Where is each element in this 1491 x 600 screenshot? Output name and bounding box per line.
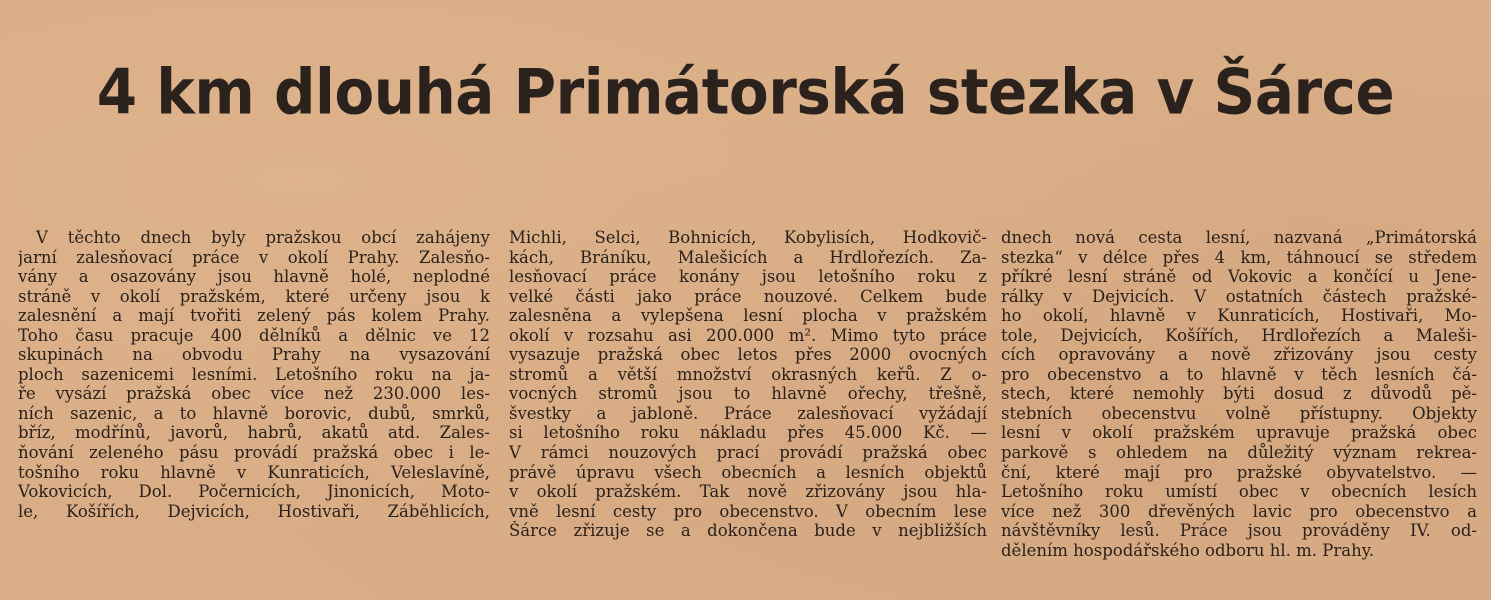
article-column-2 (509, 228, 987, 541)
subheadline-line (0, 150, 1491, 181)
article-text-line: skupinách na obvodu Prahy na vysazování (18, 345, 490, 365)
article-text-line: stebních obecenstvu volně přístupny. Objekty (1001, 403, 1477, 423)
article-text-line: stráně v okolí pražském, které určeny jsou k (18, 286, 490, 306)
article-text-line: si letošního roku nákladu přes 45.000 Kč. — (509, 423, 987, 443)
article-text-line: příkré lesní stráně od Vokovic a končící u Jene- (1001, 267, 1477, 287)
article-text-line: ních sazenic, a to hlavně borovic, dubů, smrků, (18, 403, 490, 423)
article-subheadline (0, 150, 1491, 212)
article-text-line: zalesnění a mají tvořiti zelený pás kolem Prahy. (18, 306, 490, 326)
article-text-line: ční, které mají pro pražské obyvatelstvo. — (1001, 462, 1477, 482)
article-text-line: Toho času pracuje 400 dělníků a dělnic ve 12 (18, 325, 490, 345)
article-text-line: vysazuje pražská obec letos přes 2000 ovocných (509, 345, 987, 365)
article-column-3 (1001, 228, 1477, 560)
article-text-line: Letošního roku umístí obec v obecních lesích (1001, 482, 1477, 502)
article-text-line: okolí v rozsahu asi 200.000 m². Mimo tyto práce (509, 325, 987, 345)
article-text-line: lesní v okolí pražském upravuje pražská obec (1001, 423, 1477, 443)
article-headline: 4 km dlouhá Primátorská stezka v Šárce (96, 55, 1395, 129)
article-text-line: stromů a větší množství okrasných keřů. Z o- (509, 364, 987, 384)
subheadline-line (0, 181, 1491, 212)
article-text-line: jarní zalesňovací práce v okolí Prahy. Zalesňo- (18, 247, 490, 267)
article-text-line: více než 300 dřevěných lavic pro obecenstvo a (1001, 501, 1477, 521)
article-text-line: vně lesní cesty pro obecenstvo. V obecním lese (509, 501, 987, 521)
article-text-line: stezka“ v délce přes 4 km, táhnoucí se středem (1001, 247, 1477, 267)
article-text-line: ho okolí, hlavně v Kunraticích, Hostivaři, Mo- (1001, 306, 1477, 326)
article-text-line: dělením hospodářského odboru hl. m. Prahy. (1001, 540, 1375, 560)
article-text-line: lesňovací práce konány jsou letošního roku z (509, 267, 987, 287)
article-text-line: návštěvníky lesů. Práce jsou prováděny IV. od- (1001, 521, 1477, 541)
article-text-line: Vokovicích, Dol. Počernicích, Jinonicích, Moto- (18, 482, 490, 502)
article-text-line: rálky v Dejvicích. V ostatních částech pražské- (1001, 286, 1477, 306)
article-text-line: Šárce zřizuje se a dokončena bude v nejbližších (509, 521, 987, 541)
article-text-line: kách, Bráníku, Malešicích a Hrdlořezích. Za- (509, 247, 987, 267)
article-text-line: právě úpravu všech obecních a lesních objektů (509, 462, 987, 482)
article-text-line: velké části jako práce nouzové. Celkem bude (509, 286, 987, 306)
article-text-line: ře vysází pražská obec více než 230.000 les- (18, 384, 490, 404)
article-text-line: v okolí pražském. Tak nově zřizovány jsou hla- (509, 482, 987, 502)
article-text-line: ploch sazenicemi lesními. Letošního roku na ja- (18, 364, 490, 384)
article-text-line: parkově s ohledem na důležitý význam rekrea- (1001, 443, 1477, 463)
article-text-line: pro obecenstvo a to hlavně v těch lesních čá- (1001, 364, 1477, 384)
article-text-line: vocných stromů jsou to hlavně ořechy, třešně, (509, 384, 987, 404)
article-text-line: V rámci nouzových prací provádí pražská obec (509, 443, 987, 463)
article-text-line: Michli, Selci, Bohnicích, Kobylisích, Hodkovič- (509, 228, 987, 247)
article-text-line: le, Košířích, Dejvicích, Hostivaři, Záběhlicích, (18, 501, 490, 521)
article-text-line: vány a osazovány jsou hlavně holé, neplodné (18, 267, 490, 287)
article-text-line: tošního roku hlavně v Kunraticích, Veleslavíně, (18, 462, 490, 482)
article-text-line: dnech nová cesta lesní, nazvaná „Primátorská (1001, 228, 1477, 247)
article-text-line: V těchto dnech byly pražskou obcí zahájeny (36, 228, 490, 247)
article-text-line: švestky a jabloně. Práce zalesňovací vyžádají (509, 403, 987, 423)
article-text-line: stech, které nemohly býti dosud z důvodů pě- (1001, 384, 1477, 404)
article-text-line: ňování zeleného pásu provádí pražská obec i le- (18, 443, 490, 463)
article-text-line: tole, Dejvicích, Košířích, Hrdlořezích a Maleši- (1001, 325, 1477, 345)
article-column-1 (18, 228, 490, 521)
article-text-line: cích opravovány a nově zřizovány jsou cesty (1001, 345, 1477, 365)
article-text-line: bříz, modřínů, javorů, habrů, akatů atd. Zales- (18, 423, 490, 443)
article-text-line: zalesněna a vylepšena lesní plocha v pražském (509, 306, 987, 326)
